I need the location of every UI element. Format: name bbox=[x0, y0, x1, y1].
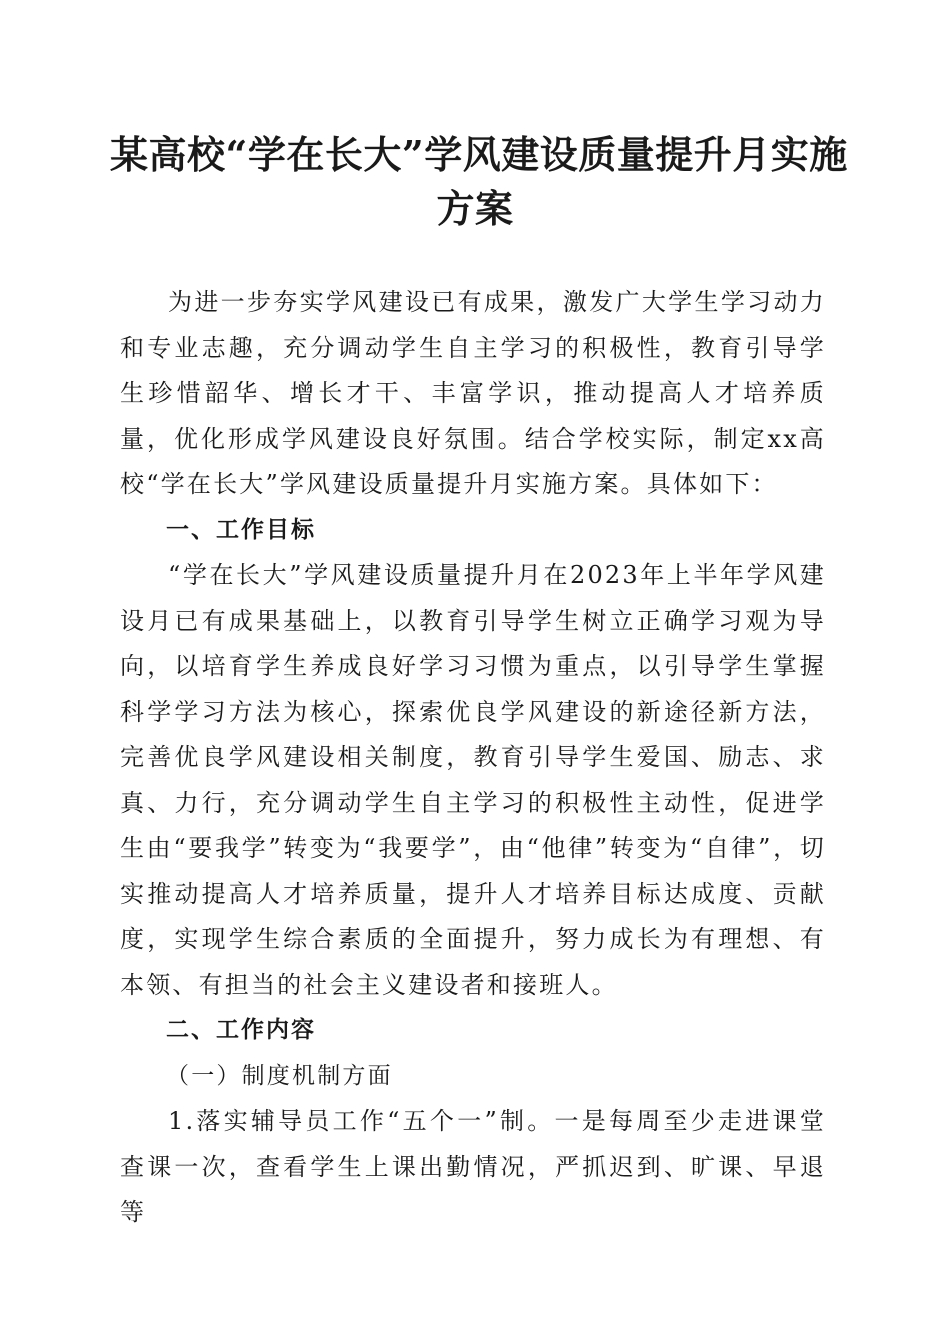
document-body bbox=[120, 280, 826, 1236]
title-line-2: 方案 bbox=[436, 186, 514, 231]
subsection-heading-mechanism: （一）制度机制方面 bbox=[166, 1062, 393, 1089]
item-paragraph-1: 1.落实辅导员工作“五个一”制。一是每周至少走进课堂查课一次，查看学生上课出勤情况，严抓迟到、旷课、早退等 bbox=[120, 1107, 826, 1226]
document-title bbox=[110, 128, 848, 236]
section-heading-goals: 一、工作目标 bbox=[166, 516, 316, 543]
goals-paragraph: “学在长大”学风建设质量提升月在2023年上半年学风建设月已有成果基础上，以教育引导学生树立正确学习观为导向，以培育学生养成良好学习习惯为重点，以引导学生掌握科学学习方法为核心，探索优良学风建设的新途径新方法，完善优良学风建设相关制度，教育引导学生爱国、励志、求真、力行，充分调动学生自主学习的积极性主动性，促进学生由“要我学”转变为“我要学”，由“他律”转变为“自律”，切实推动提高人才培养质量，提升人才培养目标达成度、贡献度，实现学生综合素质的全面提升，努力成长为有理想、有本领、有担当的社会主义建设者和接班人。 bbox=[120, 561, 826, 999]
title-line-1: 某高校“学在长大”学风建设质量提升月实施 bbox=[110, 132, 848, 177]
intro-paragraph: 为进一步夯实学风建设已有成果，激发广大学生学习动力和专业志趣，充分调动学生自主学习的积极性，教育引导学生珍惜韶华、增长才干、丰富学识，推动提高人才培养质量，优化形成学风建设良好氛围。结合学校实际，制定xx高校“学在长大”学风建设质量提升月实施方案。具体如下： bbox=[120, 288, 826, 498]
section-heading-content: 二、工作内容 bbox=[166, 1017, 316, 1043]
